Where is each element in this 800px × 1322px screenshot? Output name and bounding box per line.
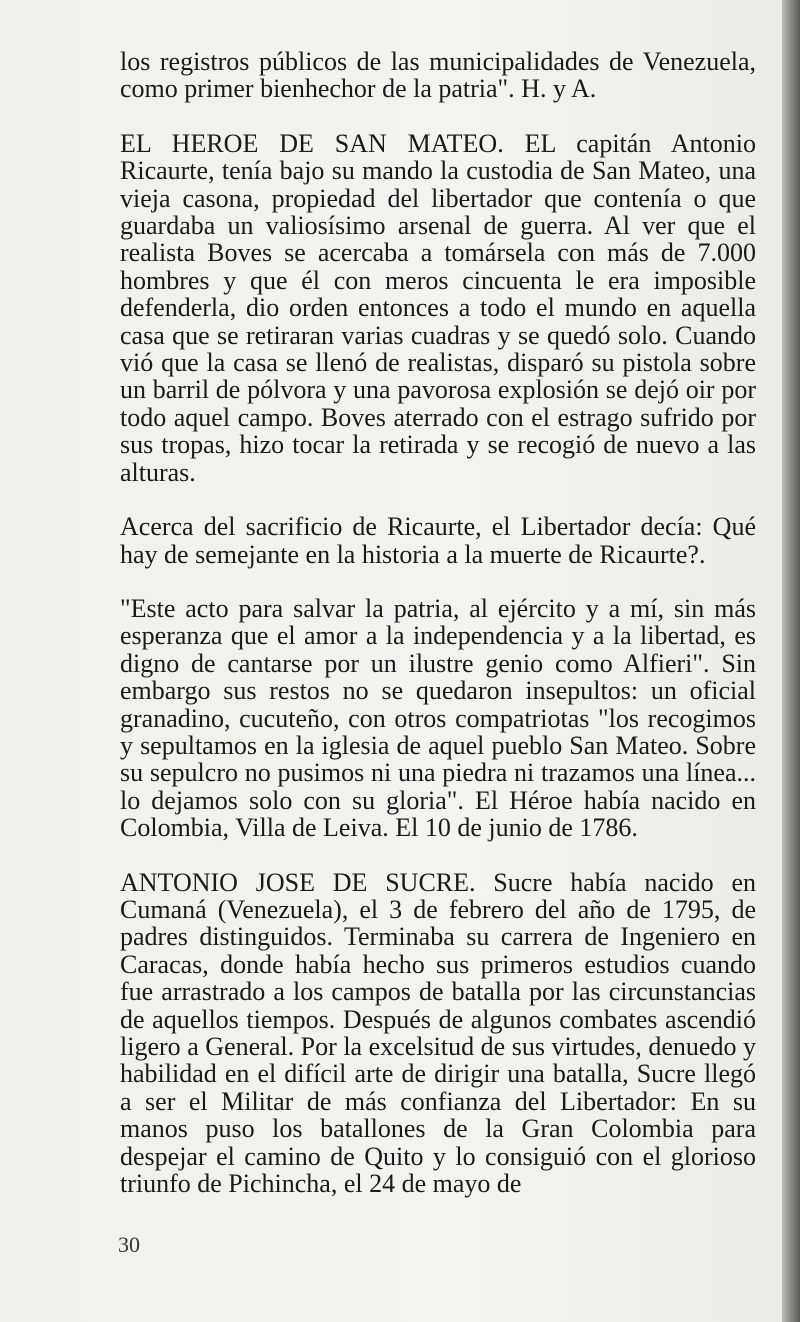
page-number: 30 [118,1232,140,1257]
paragraph-antonio-jose-de-sucre: ANTONIO JOSE DE SUCRE. Sucre había nacido en Cumaná (Venezuela), el 3 de febrero del año de 1795, de padres distinguidos. Terminaba su carrera de Ingeniero en Caracas, donde había hecho sus primeros estudios cuando fue arrastrado a los campos de batalla por las circunstancias de aquellos tiempos. Después de algunos combates ascendió ligero a General. Por la excelsitud de sus virtudes, denuedo y habilidad en el difícil arte de dirigir una batalla, Sucre llegó a ser el Militar de más confianza del Libertador: En su manos puso los batallones de la Gran Colombia para despejar el camino de Quito y lo consiguió con el glorioso triunfo de Pichincha, el 24 de mayo de [120,867,756,1199]
paragraph-quote-libertador: "Este acto para salvar la patria, al ejército y a mí, sin más esperanza que el amor a la independencia y a la libertad, es digno de cantarse por un ilustre genio como Alfieri". Sin embargo sus restos no se quedaron insepultos: un oficial granadino, cucuteño, con otros compatriotas "los recogimos y sepultamos en la iglesia de aquel pueblo San Mateo. Sobre su sepulcro no pusimos ni una piedra ni trazamos una línea... lo dejamos solo con su gloria". El Héroe había nacido en Colombia, Villa de Leiva. El 10 de junio de 1786. [120,593,756,843]
page-body [120,48,756,1224]
paragraph-heroe-san-mateo: EL HEROE DE SAN MATEO. EL capitán Antonio Ricaurte, tenía bajo su mando la custodia de San Mateo, una vieja casona, propiedad del libertador que contenía o que guardaba un valiosísimo arsenal de guerra. Al ver que el realista Boves se acercaba a tomársela con más de 7.000 hombres y que él con meros cincuenta le era imposible defenderla, dio orden entonces a todo el mundo en aquella casa que se retiraran varias cuadras y se quedó solo. Cuando vió que la casa se llenó de realistas, disparó su pistola sobre un barril de pólvora y una pavorosa explosión se dejó oir por todo aquel campo. Boves aterrado con el estrago sufrido por sus tropas, hizo tocar la retirada y se recogió de nuevo a las alturas. [120,128,756,487]
paragraph-continuation: los registros públicos de las municipalidades de Venezuela, como primer bienhechor de la patria". H. y A. [120,47,756,104]
page-edge-shadow [782,0,800,1322]
paragraph-sacrificio-ricaurte: Acerca del sacrificio de Ricaurte, el Libertador decía: Qué hay de semejante en la historia a la muerte de Ricaurte?. [120,512,756,569]
